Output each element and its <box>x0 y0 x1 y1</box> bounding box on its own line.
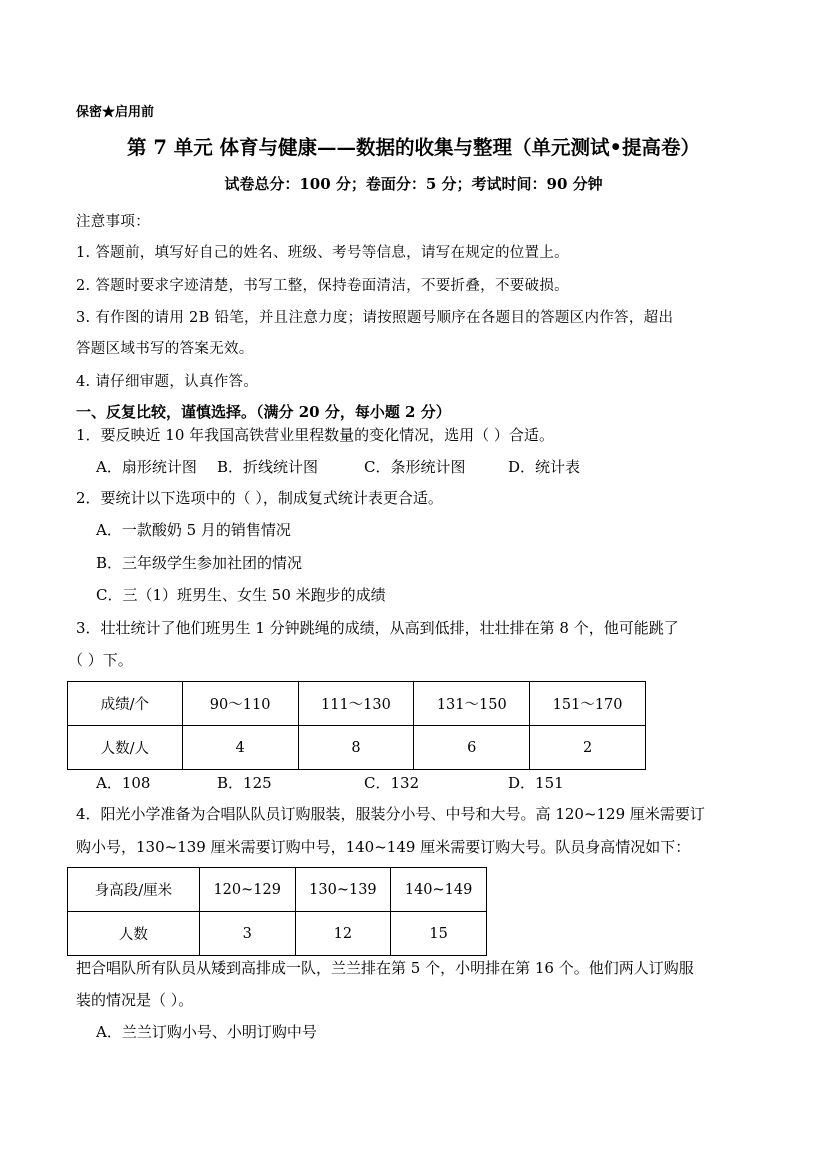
notice-item: 答题区域书写的答案无效。 <box>76 341 254 357</box>
notice-item: 3. 有作图的请用 2B 铅笔，并且注意力度；请按照题号顺序在各题目的答题区内作答，超出 <box>76 310 674 326</box>
q2-option-a: A．一款酸奶 5 月的销售情况 <box>96 521 291 539</box>
table-cell: 4 <box>182 726 298 770</box>
table-header-cell: 151～170 <box>530 682 646 726</box>
q2-option-c: C．三（1）班男生、女生 50 米跑步的成绩 <box>96 586 386 604</box>
notice-item: 4. 请仔细审题，认真作答。 <box>76 374 259 390</box>
table-header-cell: 131～150 <box>414 682 530 726</box>
question-3-stem-line2: （ ）下。 <box>68 651 133 669</box>
table-header-cell: 身高段/厘米 <box>68 868 200 912</box>
q3-option-a: A．108 <box>96 774 151 792</box>
question-4-stem-line1: 4．阳光小学准备为合唱队队员订购服装，服装分小号、中号和大号。高 120~129 厘米需要订 <box>76 805 705 823</box>
q2-option-b: B．三年级学生参加社团的情况 <box>96 554 303 572</box>
page-title: 第 7 单元 体育与健康——数据的收集与整理（单元测试•提高卷） <box>127 136 700 159</box>
table-cell: 人数 <box>68 912 200 956</box>
confidential-label: 保密★启用前 <box>76 105 155 120</box>
notice-item: 1. 答题前，填写好自己的姓名、班级、考号等信息，请写在规定的位置上。 <box>76 245 569 261</box>
table-header-cell: 130~139 <box>295 868 391 912</box>
q1-option-c: C．条形统计图 <box>364 458 466 476</box>
height-table <box>67 867 487 956</box>
question-4-continuation-line2: 装的情况是（ ）。 <box>76 991 194 1009</box>
question-4-continuation-line1: 把合唱队所有队员从矮到高排成一队，兰兰排在第 5 个，小明排在第 16 个。他们两人订购服 <box>76 959 694 977</box>
question-1-stem: 1．要反映近 10 年我国高铁营业里程数量的变化情况，选用（ ）合适。 <box>76 426 554 444</box>
table-cell: 8 <box>298 726 414 770</box>
notice-item: 2. 答题时要求字迹清楚，书写工整，保持卷面清洁，不要折叠，不要破损。 <box>76 278 569 294</box>
table-cell: 3 <box>199 912 295 956</box>
table-cell: 6 <box>414 726 530 770</box>
q4-option-a: A．兰兰订购小号、小明订购中号 <box>96 1023 317 1041</box>
question-3-stem-line1: 3．壮壮统计了他们班男生 1 分钟跳绳的成绩，从高到低排，壮壮排在第 8 个，他可能跳了 <box>76 619 679 637</box>
notice-heading: 注意事项： <box>76 214 150 230</box>
table-header-cell: 111～130 <box>298 682 414 726</box>
jump-rope-table <box>67 681 646 770</box>
table-cell: 2 <box>530 726 646 770</box>
q3-option-b: B．125 <box>217 774 272 792</box>
table-cell: 人数/人 <box>68 726 183 770</box>
table-header-cell: 90～110 <box>182 682 298 726</box>
question-4-stem-line2: 购小号，130~139 厘米需要订购中号，140~149 厘米需要订购大号。队员身高情况如下： <box>76 838 691 856</box>
table-cell: 12 <box>295 912 391 956</box>
exam-info: 试卷总分：100 分；卷面分：5 分；考试时间：90 分钟 <box>224 175 603 193</box>
section-heading: 一、反复比较，谨慎选择。（满分 20 分，每小题 2 分） <box>76 403 451 421</box>
question-2-stem: 2．要统计以下选项中的（ ），制成复式统计表更合适。 <box>76 489 443 507</box>
q1-option-b: B．折线统计图 <box>217 458 319 476</box>
table-header-cell: 140~149 <box>391 868 487 912</box>
table-header-cell: 成绩/个 <box>68 682 183 726</box>
q1-option-d: D．统计表 <box>508 458 581 476</box>
table-header-cell: 120~129 <box>199 868 295 912</box>
table-cell: 15 <box>391 912 487 956</box>
q1-option-a: A．扇形统计图 <box>96 458 197 476</box>
q3-option-c: C．132 <box>364 774 420 792</box>
q3-option-d: D．151 <box>508 774 564 792</box>
